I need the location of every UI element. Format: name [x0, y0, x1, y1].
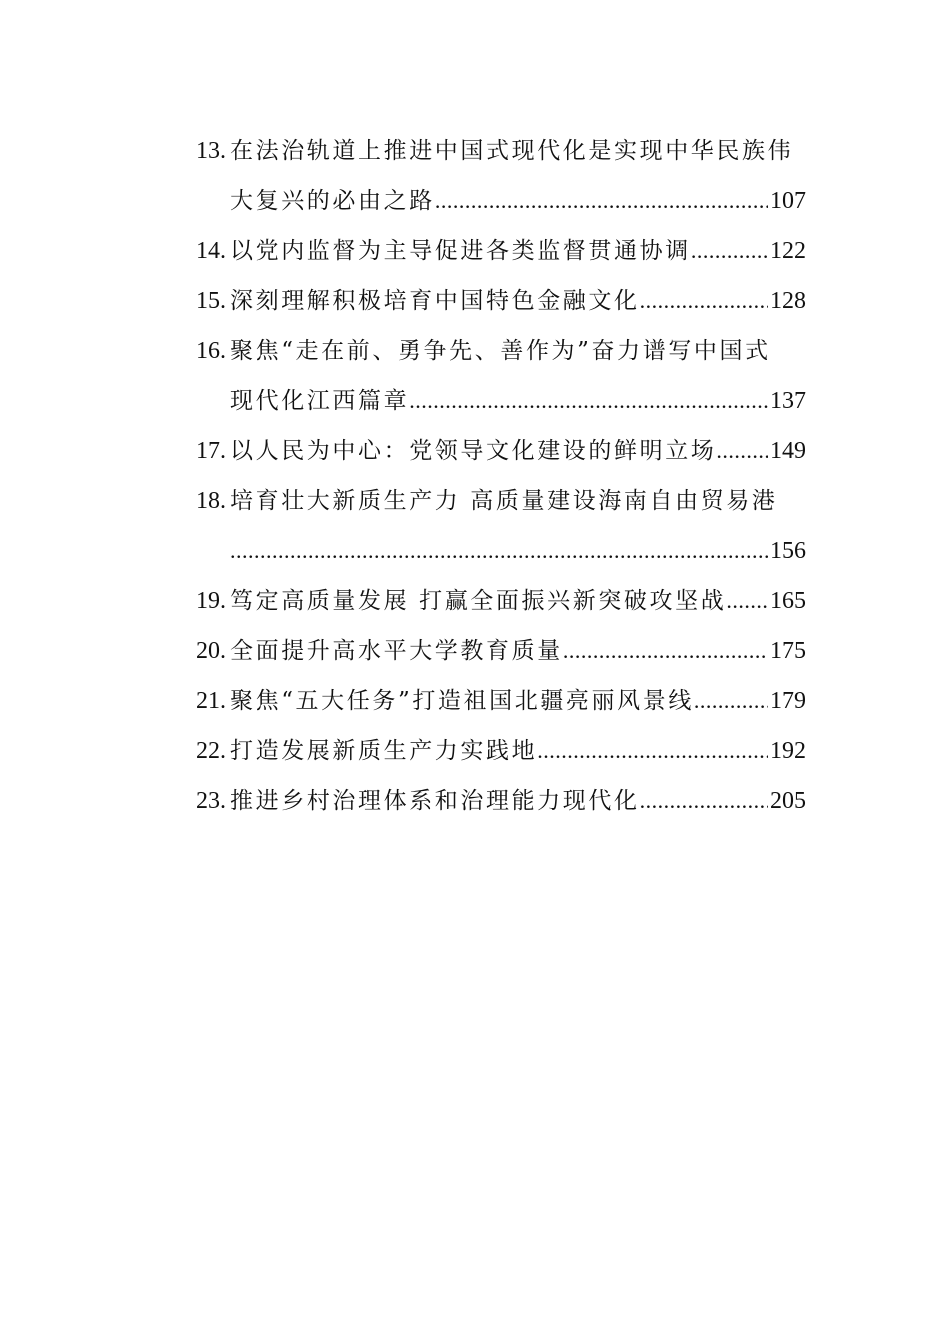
entry-page-number: 149	[770, 438, 806, 464]
dot-leader	[537, 726, 768, 776]
entry-number: 15.	[196, 288, 226, 314]
toc-entry-23[interactable]	[196, 776, 806, 826]
toc-entry-13-continuation[interactable]	[196, 176, 806, 226]
entry-title: 全面提升高水平大学教育质量	[230, 638, 563, 664]
dot-leader	[409, 376, 768, 426]
toc-entry-22[interactable]	[196, 726, 806, 776]
toc-entry-19[interactable]	[196, 576, 806, 626]
entry-page-number: 179	[770, 688, 806, 714]
toc-entry-14[interactable]	[196, 226, 806, 276]
entry-title: 以党内监督为主导促进各类监督贯通协调	[230, 238, 691, 264]
entry-number: 22.	[196, 738, 226, 764]
dot-leader	[640, 776, 768, 826]
entry-title-continued: 大复兴的必由之路	[230, 188, 435, 214]
toc-entry-13[interactable]	[196, 126, 806, 176]
toc-entry-18-continuation[interactable]	[196, 526, 806, 576]
entry-number: 23.	[196, 788, 226, 814]
entry-number: 19.	[196, 588, 226, 614]
dot-leader	[230, 526, 768, 576]
dot-leader	[435, 176, 768, 226]
entry-title: 推进乡村治理体系和治理能力现代化	[230, 788, 640, 814]
entry-title: 打造发展新质生产力实践地	[230, 738, 538, 764]
dot-leader	[716, 426, 768, 476]
toc-entry-16-continuation[interactable]	[196, 376, 806, 426]
entry-number: 18.	[196, 488, 226, 514]
entry-number: 17.	[196, 438, 226, 464]
toc-entry-15[interactable]	[196, 276, 806, 326]
toc-entry-20[interactable]	[196, 626, 806, 676]
entry-page-number: 128	[770, 288, 806, 314]
toc-entry-17[interactable]	[196, 426, 806, 476]
entry-title-continued: 现代化江西篇章	[230, 388, 410, 414]
entry-title: 聚焦“走在前、勇争先、善作为”奋力谱写中国式	[230, 338, 771, 364]
entry-title: 聚焦“五大任务”打造祖国北疆亮丽风景线	[230, 688, 694, 714]
dot-leader	[726, 576, 768, 626]
entry-title: 培育壮大新质生产力 高质量建设海南自由贸易港	[230, 488, 778, 514]
entry-page-number: 156	[770, 538, 806, 564]
entry-title: 深刻理解积极培育中国特色金融文化	[230, 288, 640, 314]
entry-number: 14.	[196, 238, 226, 264]
dot-leader	[563, 626, 768, 676]
entry-number: 21.	[196, 688, 226, 714]
entry-number: 20.	[196, 638, 226, 664]
toc-entry-21[interactable]	[196, 676, 806, 726]
entry-page-number: 192	[770, 738, 806, 764]
entry-title: 笃定高质量发展 打赢全面振兴新突破攻坚战	[230, 588, 727, 614]
entry-page-number: 122	[770, 238, 806, 264]
entry-page-number: 137	[770, 388, 806, 414]
entry-page-number: 205	[770, 788, 806, 814]
entry-title: 在法治轨道上推进中国式现代化是实现中华民族伟	[230, 138, 794, 164]
dot-leader	[640, 276, 768, 326]
table-of-contents	[196, 126, 806, 826]
entry-title: 以人民为中心：党领导文化建设的鲜明立场	[230, 438, 717, 464]
entry-number: 13.	[196, 138, 226, 164]
toc-entry-16[interactable]	[196, 326, 806, 376]
dot-leader	[694, 676, 768, 726]
entry-number: 16.	[196, 338, 226, 364]
entry-page-number: 107	[770, 188, 806, 214]
toc-entry-18[interactable]	[196, 476, 806, 526]
entry-page-number: 165	[770, 588, 806, 614]
entry-page-number: 175	[770, 638, 806, 664]
dot-leader	[691, 226, 768, 276]
